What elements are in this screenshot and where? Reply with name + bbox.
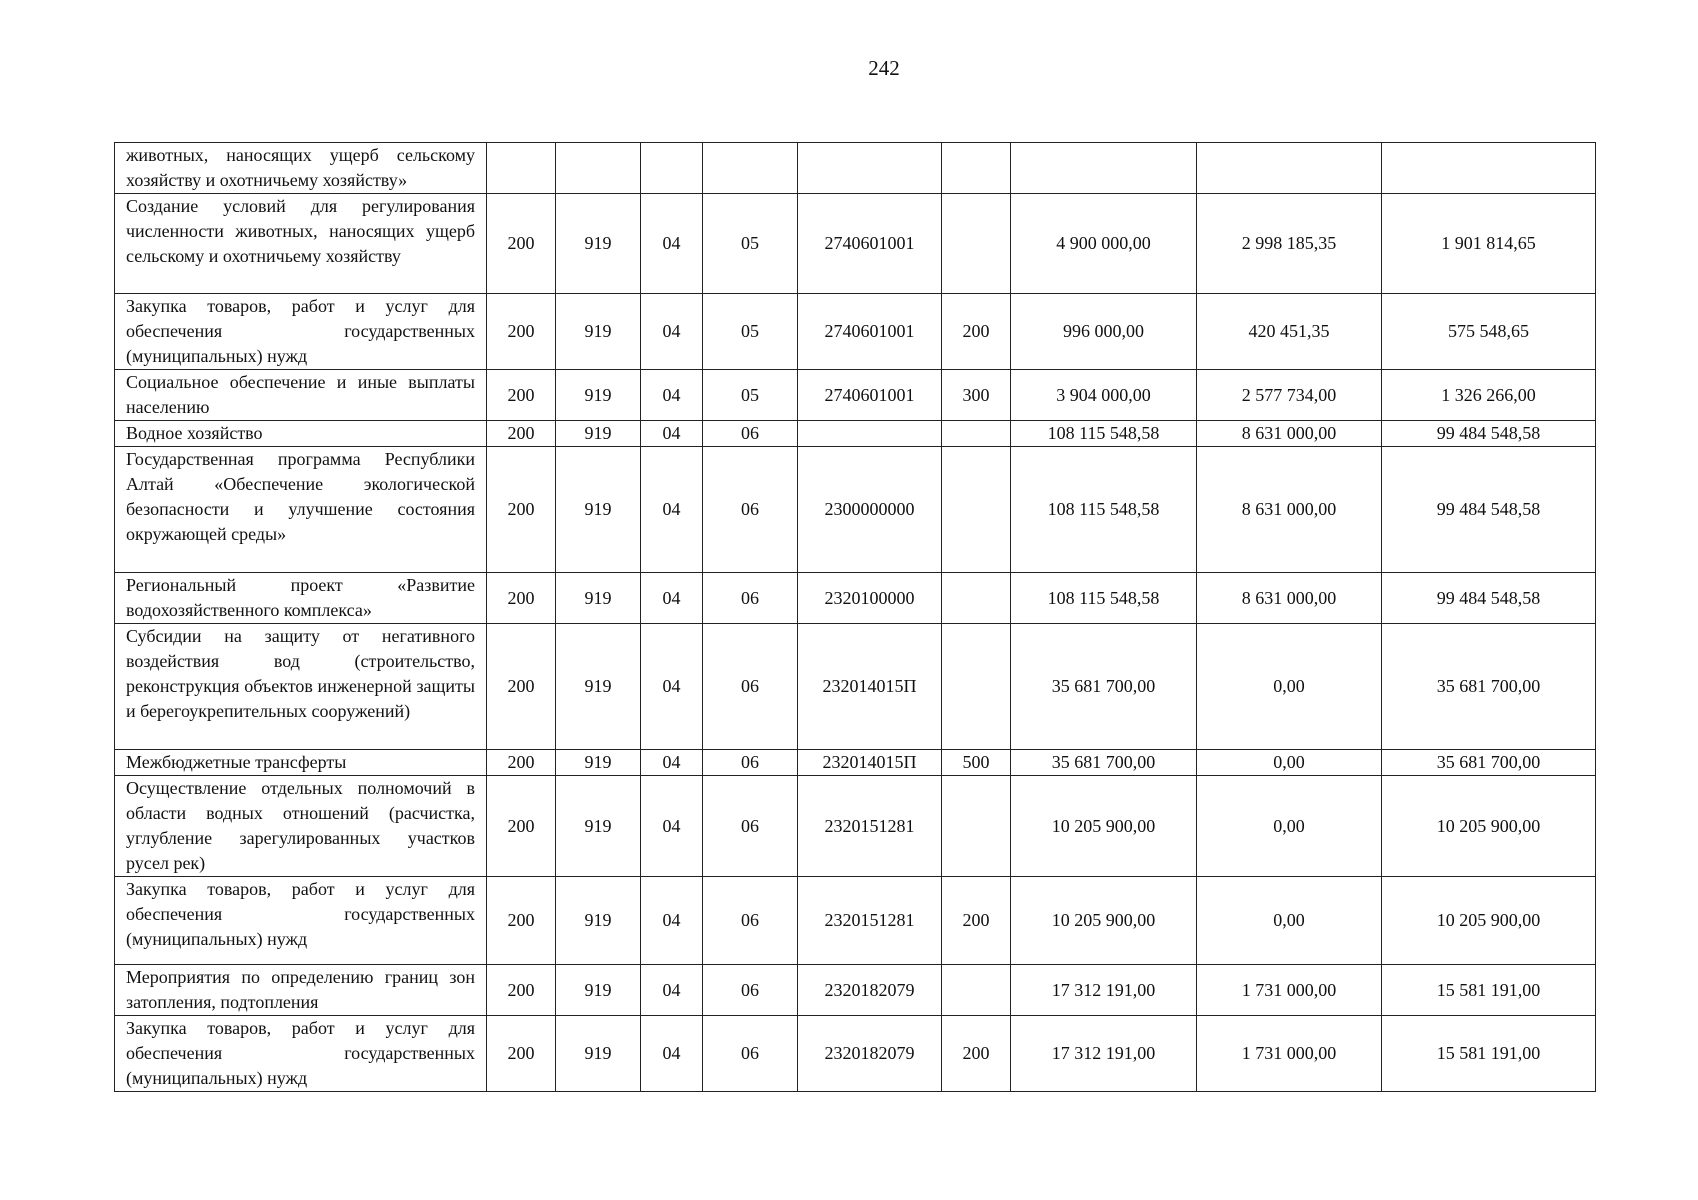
row-name: Региональный проект «Развитие водохозяйственного комплекса» [115,573,487,624]
table-row [115,370,1596,421]
cell-code: 919 [556,573,641,624]
cell-code: 04 [641,294,703,370]
cell-amount: 35 681 700,00 [1382,624,1596,750]
cell-amount: 35 681 700,00 [1011,624,1197,750]
cell-code: 06 [703,624,798,750]
cell-code: 919 [556,776,641,877]
cell-amount: 1 731 000,00 [1197,965,1382,1016]
cell-code [942,194,1011,294]
cell-code: 919 [556,750,641,776]
cell-code: 06 [703,965,798,1016]
cell-code: 2320182079 [798,1016,942,1092]
table-row [115,624,1596,750]
table-row [115,573,1596,624]
cell-amount: 8 631 000,00 [1197,421,1382,447]
cell-code: 2320100000 [798,573,942,624]
cell-code: 2740601001 [798,194,942,294]
cell-code: 919 [556,447,641,573]
row-name: Мероприятия по определению границ зон затопления, подтопления [115,965,487,1016]
cell-code [942,447,1011,573]
table-row [115,1016,1596,1092]
cell-amount: 99 484 548,58 [1382,421,1596,447]
page-number: 242 [868,56,900,80]
row-name: Закупка товаров, работ и услуг для обеспечения государственных (муниципальных) нужд [115,294,487,370]
cell-code: 200 [487,1016,556,1092]
cell-amount: 575 548,65 [1382,294,1596,370]
cell-code: 919 [556,194,641,294]
cell-code [942,143,1011,194]
cell-code: 200 [942,877,1011,965]
cell-code: 04 [641,573,703,624]
cell-code: 06 [703,750,798,776]
cell-code: 04 [641,194,703,294]
cell-amount: 2 998 185,35 [1197,194,1382,294]
cell-code: 04 [641,370,703,421]
cell-amount: 2 577 734,00 [1197,370,1382,421]
cell-code: 232014015П [798,750,942,776]
cell-code: 04 [641,965,703,1016]
cell-amount: 1 326 266,00 [1382,370,1596,421]
cell-amount: 99 484 548,58 [1382,447,1596,573]
cell-code: 06 [703,573,798,624]
cell-code: 200 [487,370,556,421]
cell-code: 500 [942,750,1011,776]
cell-amount: 17 312 191,00 [1011,965,1197,1016]
cell-amount: 10 205 900,00 [1382,877,1596,965]
cell-amount [1382,143,1596,194]
cell-code: 919 [556,1016,641,1092]
cell-code [798,143,942,194]
cell-code: 06 [703,877,798,965]
cell-amount: 0,00 [1197,750,1382,776]
cell-code: 04 [641,776,703,877]
cell-code: 919 [556,965,641,1016]
cell-code: 2320182079 [798,965,942,1016]
cell-amount: 15 581 191,00 [1382,965,1596,1016]
cell-amount: 17 312 191,00 [1011,1016,1197,1092]
cell-code: 200 [487,750,556,776]
row-name: Субсидии на защиту от негативного воздействия вод (строительство, реконструкция объектов инженерной защиты и берегоукрепительных сооружений) [115,624,487,750]
table-row [115,294,1596,370]
table-row [115,421,1596,447]
cell-amount: 1 731 000,00 [1197,1016,1382,1092]
cell-amount: 1 901 814,65 [1382,194,1596,294]
cell-code: 06 [703,776,798,877]
cell-amount [1197,143,1382,194]
cell-amount: 996 000,00 [1011,294,1197,370]
cell-code: 2740601001 [798,294,942,370]
cell-code [942,624,1011,750]
cell-code: 200 [487,447,556,573]
cell-code: 200 [487,877,556,965]
cell-code: 05 [703,194,798,294]
cell-code [798,421,942,447]
cell-code: 2740601001 [798,370,942,421]
cell-amount [1011,143,1197,194]
cell-code: 200 [487,776,556,877]
cell-code: 05 [703,294,798,370]
cell-code: 04 [641,447,703,573]
cell-code: 04 [641,877,703,965]
cell-code: 06 [703,1016,798,1092]
cell-code [942,776,1011,877]
cell-code: 06 [703,447,798,573]
cell-code [641,143,703,194]
cell-amount: 420 451,35 [1197,294,1382,370]
table-row [115,194,1596,294]
cell-code: 200 [487,294,556,370]
cell-code [487,143,556,194]
cell-amount: 15 581 191,00 [1382,1016,1596,1092]
row-name: Закупка товаров, работ и услуг для обеспечения государственных (муниципальных) нужд [115,1016,487,1092]
row-name: Создание условий для регулирования численности животных, наносящих ущерб сельскому и охотничьему хозяйству [115,194,487,294]
cell-code [556,143,641,194]
cell-code: 04 [641,421,703,447]
cell-code: 05 [703,370,798,421]
budget-table [114,142,1596,1092]
cell-code: 04 [641,750,703,776]
cell-code [942,965,1011,1016]
cell-amount: 0,00 [1197,877,1382,965]
cell-code: 919 [556,877,641,965]
table-row [115,965,1596,1016]
cell-code: 04 [641,624,703,750]
cell-code: 232014015П [798,624,942,750]
row-name: животных, наносящих ущерб сельскому хозяйству и охотничьему хозяйству» [115,143,487,194]
cell-amount: 108 115 548,58 [1011,421,1197,447]
table-row [115,447,1596,573]
cell-amount: 0,00 [1197,776,1382,877]
cell-code: 919 [556,421,641,447]
row-name: Межбюджетные трансферты [115,750,487,776]
table-row [115,877,1596,965]
cell-amount: 8 631 000,00 [1197,573,1382,624]
cell-code: 200 [487,421,556,447]
cell-code [942,421,1011,447]
cell-amount: 10 205 900,00 [1011,877,1197,965]
cell-code: 200 [942,1016,1011,1092]
row-name: Осуществление отдельных полномочий в области водных отношений (расчистка, углубление зарегулированных участков русел рек) [115,776,487,877]
cell-amount: 0,00 [1197,624,1382,750]
row-name: Водное хозяйство [115,421,487,447]
cell-code: 2300000000 [798,447,942,573]
cell-code: 919 [556,624,641,750]
cell-amount: 35 681 700,00 [1382,750,1596,776]
cell-code [942,573,1011,624]
cell-amount: 4 900 000,00 [1011,194,1197,294]
row-name: Закупка товаров, работ и услуг для обеспечения государственных (муниципальных) нужд [115,877,487,965]
table-row [115,143,1596,194]
cell-amount: 35 681 700,00 [1011,750,1197,776]
cell-code: 200 [487,965,556,1016]
row-name: Государственная программа Республики Алтай «Обеспечение экологической безопасности и улучшение состояния окружающей среды» [115,447,487,573]
cell-amount: 99 484 548,58 [1382,573,1596,624]
cell-code: 2320151281 [798,776,942,877]
cell-code: 04 [641,1016,703,1092]
cell-amount: 3 904 000,00 [1011,370,1197,421]
cell-code: 2320151281 [798,877,942,965]
row-name: Социальное обеспечение и иные выплаты населению [115,370,487,421]
cell-code: 300 [942,370,1011,421]
table-row [115,776,1596,877]
table-row [115,750,1596,776]
cell-amount: 10 205 900,00 [1011,776,1197,877]
cell-code: 200 [942,294,1011,370]
cell-amount: 108 115 548,58 [1011,573,1197,624]
cell-code: 200 [487,624,556,750]
cell-amount: 108 115 548,58 [1011,447,1197,573]
cell-code [703,143,798,194]
cell-code: 06 [703,421,798,447]
cell-code: 200 [487,194,556,294]
cell-code: 919 [556,294,641,370]
cell-amount: 8 631 000,00 [1197,447,1382,573]
cell-code: 919 [556,370,641,421]
cell-code: 200 [487,573,556,624]
cell-amount: 10 205 900,00 [1382,776,1596,877]
